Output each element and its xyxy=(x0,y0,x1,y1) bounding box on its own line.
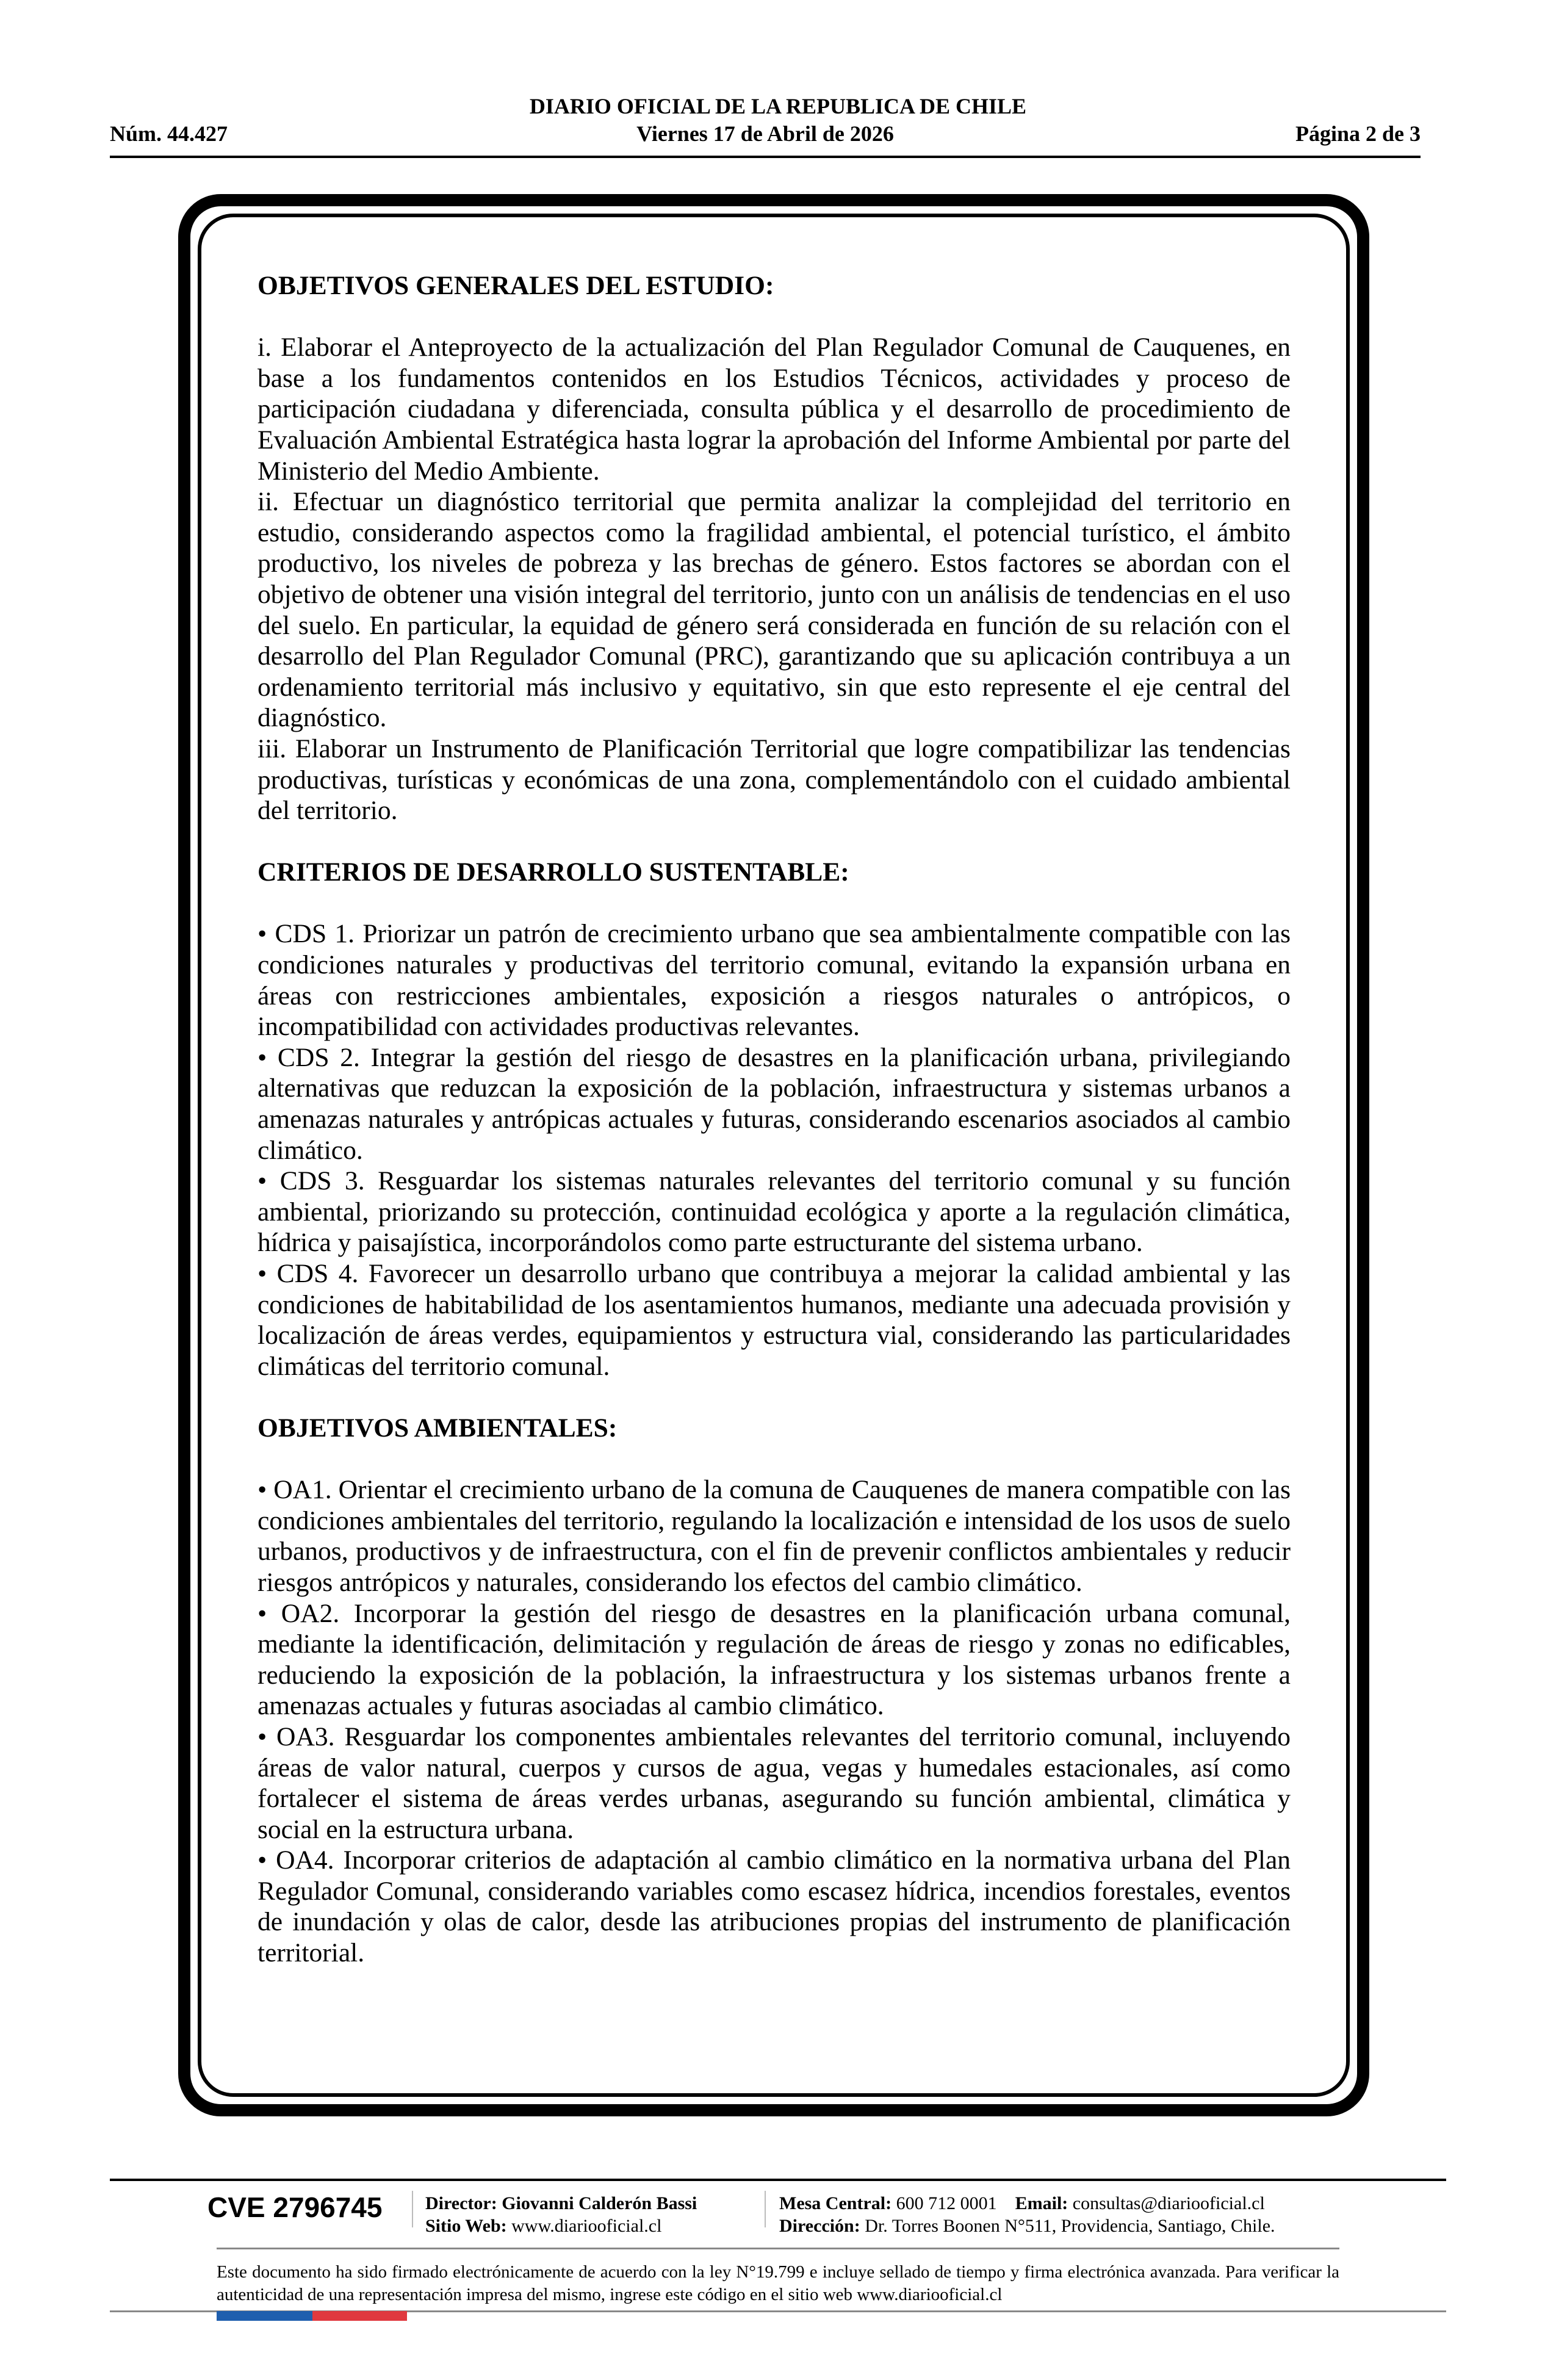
list-item: iii. Elaborar un Instrumento de Planificación Territorial que logre compatibilizar las tendencias productivas, turísticas y económicas de una zona, complementándolo con el cuidado ambiental del territorio. xyxy=(258,734,1291,826)
section-heading: CRITERIOS DE DESARROLLO SUSTENTABLE: xyxy=(258,857,849,887)
footer-separator xyxy=(765,2191,766,2227)
list-item: i. Elaborar el Anteproyecto de la actualización del Plan Regulador Comunal de Cauquenes, en base a los fundamentos contenidos en los Estudios Técnicos, actividades y proceso de participación ciudadana y diferenciada, consulta pública y el desarrollo de procedimiento de Evaluación Ambiental Estratégica hasta lograr la aprobación del Informe Ambiental por parte del Ministerio del Medio Ambiente. xyxy=(258,333,1291,486)
director-label: Director: xyxy=(425,2193,497,2213)
list-item: • OA4. Incorporar criterios de adaptación al cambio climático en la normativa urbana del Plan Regulador Comunal, considerando variables como escasez hídrica, incendios forestales, eventos de inundación y olas de calor, desde las atribuciones propias del instrumento de planificación territorial. xyxy=(258,1845,1291,1968)
list-item: • OA3. Resguardar los componentes ambientales relevantes del territorio comunal, incluyendo áreas de valor natural, cuerpos y cursos de agua, vegas y humedales estacionales, así como fortalecer el sistema de áreas verdes urbanas, asegurando su función ambiental, climática y social en la estructura urbana. xyxy=(258,1722,1291,1844)
issue-number: Núm. 44.427 xyxy=(110,121,228,146)
newspaper-title: DIARIO OFICIAL DE LA REPUBLICA DE CHILE xyxy=(529,94,1027,118)
legal-notice: Este documento ha sido firmado electrónicamente de acuerdo con la ley N°19.799 e incluye sellado de tiempo y firma electrónica avanzada. Para verificar la autenticidad de una representación impresa del mismo, ingrese este código en el sitio web www.diariooficial.cl xyxy=(217,2262,1339,2304)
section-objetivos-generales xyxy=(258,270,1291,826)
email-label: Email: xyxy=(1015,2193,1068,2213)
footer-separator xyxy=(412,2191,413,2227)
document-body xyxy=(258,270,1291,1999)
web-label: Sitio Web: xyxy=(425,2216,507,2236)
address: Dr. Torres Boonen N°511, Providencia, Santiago, Chile. xyxy=(865,2216,1275,2236)
email-link[interactable]: consultas@diariooficial.cl xyxy=(1072,2193,1265,2213)
footer-director-block xyxy=(425,2192,697,2237)
list-item: • OA1. Orientar el crecimiento urbano de la comuna de Cauquenes de manera compatible con las condiciones ambientales del territorio, regulando la localización e intensidad de los usos de suelo urbanos, productivos y de infraestructura, con el fin de prevenir conflictos ambientales y reducir riesgos antrópicos y naturales, considerando los efectos del cambio climático. xyxy=(258,1475,1291,1597)
issue-date: Viernes 17 de Abril de 2026 xyxy=(636,121,894,146)
section-objetivos-ambientales xyxy=(258,1413,1291,1969)
list-item: • OA2. Incorporar la gestión del riesgo de desastres en la planificación urbana comunal, mediante la identificación, delimitación y regulación de áreas de riesgo y zonas no edificables, reduciendo la exposición de la población, la infraestructura y los sistemas urbanos frente a amenazas actuales y futuras asociadas al cambio climático. xyxy=(258,1598,1291,1721)
phone-number: 600 712 0001 xyxy=(896,2193,997,2213)
section-heading: OBJETIVOS AMBIENTALES: xyxy=(258,1413,618,1443)
list-item: ii. Efectuar un diagnóstico territorial que permita analizar la complejidad del territorio en estudio, considerando aspectos como la fragilidad ambiental, el potencial turístico, el ámbito productivo, los niveles de pobreza y las brechas de género. Estos factores se abordan con el objetivo de obtener una visión integral del territorio, junto con un análisis de tendencias en el uso del suelo. En particular, la equidad de género será considerada en función de su relación con el desarrollo del Plan Regulador Comunal (PRC), garantizando que su aplicación contribuya a un ordenamiento territorial más inclusivo y equitativo, sin que esto represente el eje central del diagnóstico. xyxy=(258,487,1291,733)
flag-stripe-blue xyxy=(217,2311,312,2321)
section-heading: OBJETIVOS GENERALES DEL ESTUDIO: xyxy=(258,271,774,300)
header-divider xyxy=(110,156,1421,158)
cve-code: CVE 2796745 xyxy=(207,2191,383,2223)
section-criterios xyxy=(258,857,1291,1382)
footer-divider xyxy=(217,2248,1339,2249)
list-item: • CDS 1. Priorizar un patrón de crecimiento urbano que sea ambientalmente compatible con las condiciones naturales y productivas del territorio comunal, evitando la expansión urbana en áreas con restricciones ambientales, exposición a riesgos naturales o antrópicos, o incompatibilidad con actividades productivas relevantes. xyxy=(258,919,1291,1042)
list-item: • CDS 3. Resguardar los sistemas naturales relevantes del territorio comunal y su función ambiental, priorizando su protección, continuidad ecológica y aporte a la regulación climática, hídrica y paisajística, incorporándolos como parte estructurante del sistema urbano. xyxy=(258,1166,1291,1258)
list-item: • CDS 2. Integrar la gestión del riesgo de desastres en la planificación urbana, privilegiando alternativas que reduzcan la exposición de la población, infraestructura y sistemas urbanos a amenazas naturales y antrópicas actuales y futuras, considerando escenarios asociados al cambio climático. xyxy=(258,1042,1291,1165)
page-number: Página 2 de 3 xyxy=(1295,121,1421,146)
director-name: Giovanni Calderón Bassi xyxy=(502,2193,697,2213)
address-label: Dirección: xyxy=(779,2216,860,2236)
footer-contact-block xyxy=(779,2192,1275,2237)
flag-stripe-red xyxy=(312,2311,407,2321)
website-link[interactable]: www.diariooficial.cl xyxy=(511,2216,662,2236)
phone-label: Mesa Central: xyxy=(779,2193,892,2213)
list-item: • CDS 4. Favorecer un desarrollo urbano que contribuya a mejorar la calidad ambiental y las condiciones de habitabilidad de los asentamientos humanos, mediante una adecuada provisión y localización de áreas verdes, equipamientos y estructura vial, considerando las particularidades climáticas del territorio comunal. xyxy=(258,1259,1291,1381)
footer-divider xyxy=(110,2179,1446,2181)
